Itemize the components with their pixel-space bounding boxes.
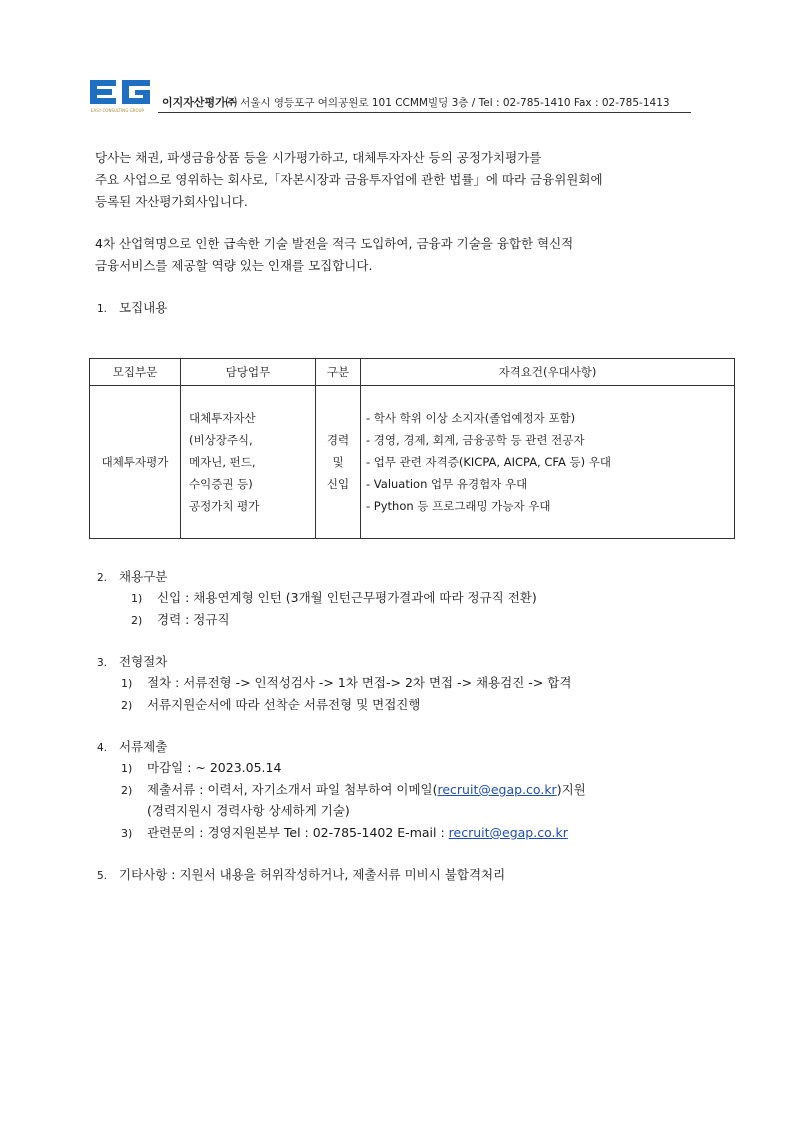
list-item: 2) 제출서류 : 이력서, 자기소개서 파일 첨부하여 이메일(recruit@egap.co.kr)지원 [121,782,586,797]
column-header: 자격요건(우대사항) [361,359,735,386]
column-header: 담당업무 [181,359,316,386]
list-item: 2) 서류지원순서에 따라 선착순 서류전형 및 면접진행 [121,697,421,712]
dept-cell: 대체투자평가 [90,386,181,539]
list-item-continuation: (경력지원시 경력사항 상세하게 기술) [147,803,350,818]
duties-cell: 대체투자자산 (비상장주식, 메자닌, 펀드, 수익증권 등) 공정가치 평가 [181,386,316,539]
table-header-row [90,359,735,386]
column-header: 구분 [316,359,361,386]
eg-logo-icon [90,79,152,115]
type-cell: 경력 및 신입 [316,386,361,539]
letterhead-text [162,94,670,110]
list-item: 1) 절차 : 서류전형 -> 인적성검사 -> 1차 면접-> 2차 면접 -> 채용검진 -> 합격 [121,675,572,690]
intro-paragraph-1: 당사는 채권, 파생금융상품 등을 시가평가하고, 대체투자자산 등의 공정가치평가를 주요 사업으로 영위하는 회사로,「자본시장과 금융투자업에 관한 법률」에 따라 금융위원회에 등록된 자산평가회사입니다. [95,150,603,209]
email-link[interactable]: recruit@egap.co.kr [448,825,568,840]
intro-paragraph-2: 4차 산업혁명으로 인한 급속한 기술 발전을 적극 도입하여, 금융과 기술을 융합한 혁신적 금융서비스를 제공할 역량 있는 인재를 모집합니다. [95,236,574,273]
svg-text:EASY CONSULTING GROUP: EASY CONSULTING GROUP [91,108,144,113]
list-item: 3) 관련문의 : 경영지원본부 Tel : 02-785-1402 E-mail : recruit@egap.co.kr [121,825,568,840]
company-name: 이지자산평가㈜ [162,96,237,109]
header-divider [158,112,691,113]
recruitment-table [89,358,735,539]
section-5-heading: 5. 기타사항 : 지원서 내용을 허위작성하거나, 제출서류 미비시 불합격처리 [97,867,506,882]
qualifications-cell: - 학사 학위 이상 소지자(졸업예정자 포함) - 경영, 경제, 회계, 금융공학 등 관련 전공자 - 업무 관련 자격증(KICPA, AICPA, CFA 등) 우대 - Valuation 업무 유경험자 우대 - Python 등 프로그래밍 가능자 우대 [361,386,735,539]
list-item: 1) 마감일 : ~ 2023.05.14 [121,760,282,775]
column-header: 모집부문 [90,359,181,386]
letterhead [90,79,691,115]
table-row [90,386,735,539]
list-item: 1) 신입 : 채용연계형 인턴 (3개월 인턴근무평가결과에 따라 정규직 전환) [131,590,537,605]
company-contact: 서울시 영등포구 여의공원로 101 CCMM빌딩 3층 / Tel : 02-785-1410 Fax : 02-785-1413 [236,97,670,109]
email-link[interactable]: recruit@egap.co.kr [437,782,557,797]
section-3-heading: 3. 전형절차 [97,654,168,669]
section-4-heading: 4. 서류제출 [97,739,168,754]
list-item: 2) 경력 : 정규직 [131,612,230,627]
section-2-heading: 2. 채용구분 [97,569,168,584]
section-1-heading: 1. 모집내용 [97,300,168,315]
